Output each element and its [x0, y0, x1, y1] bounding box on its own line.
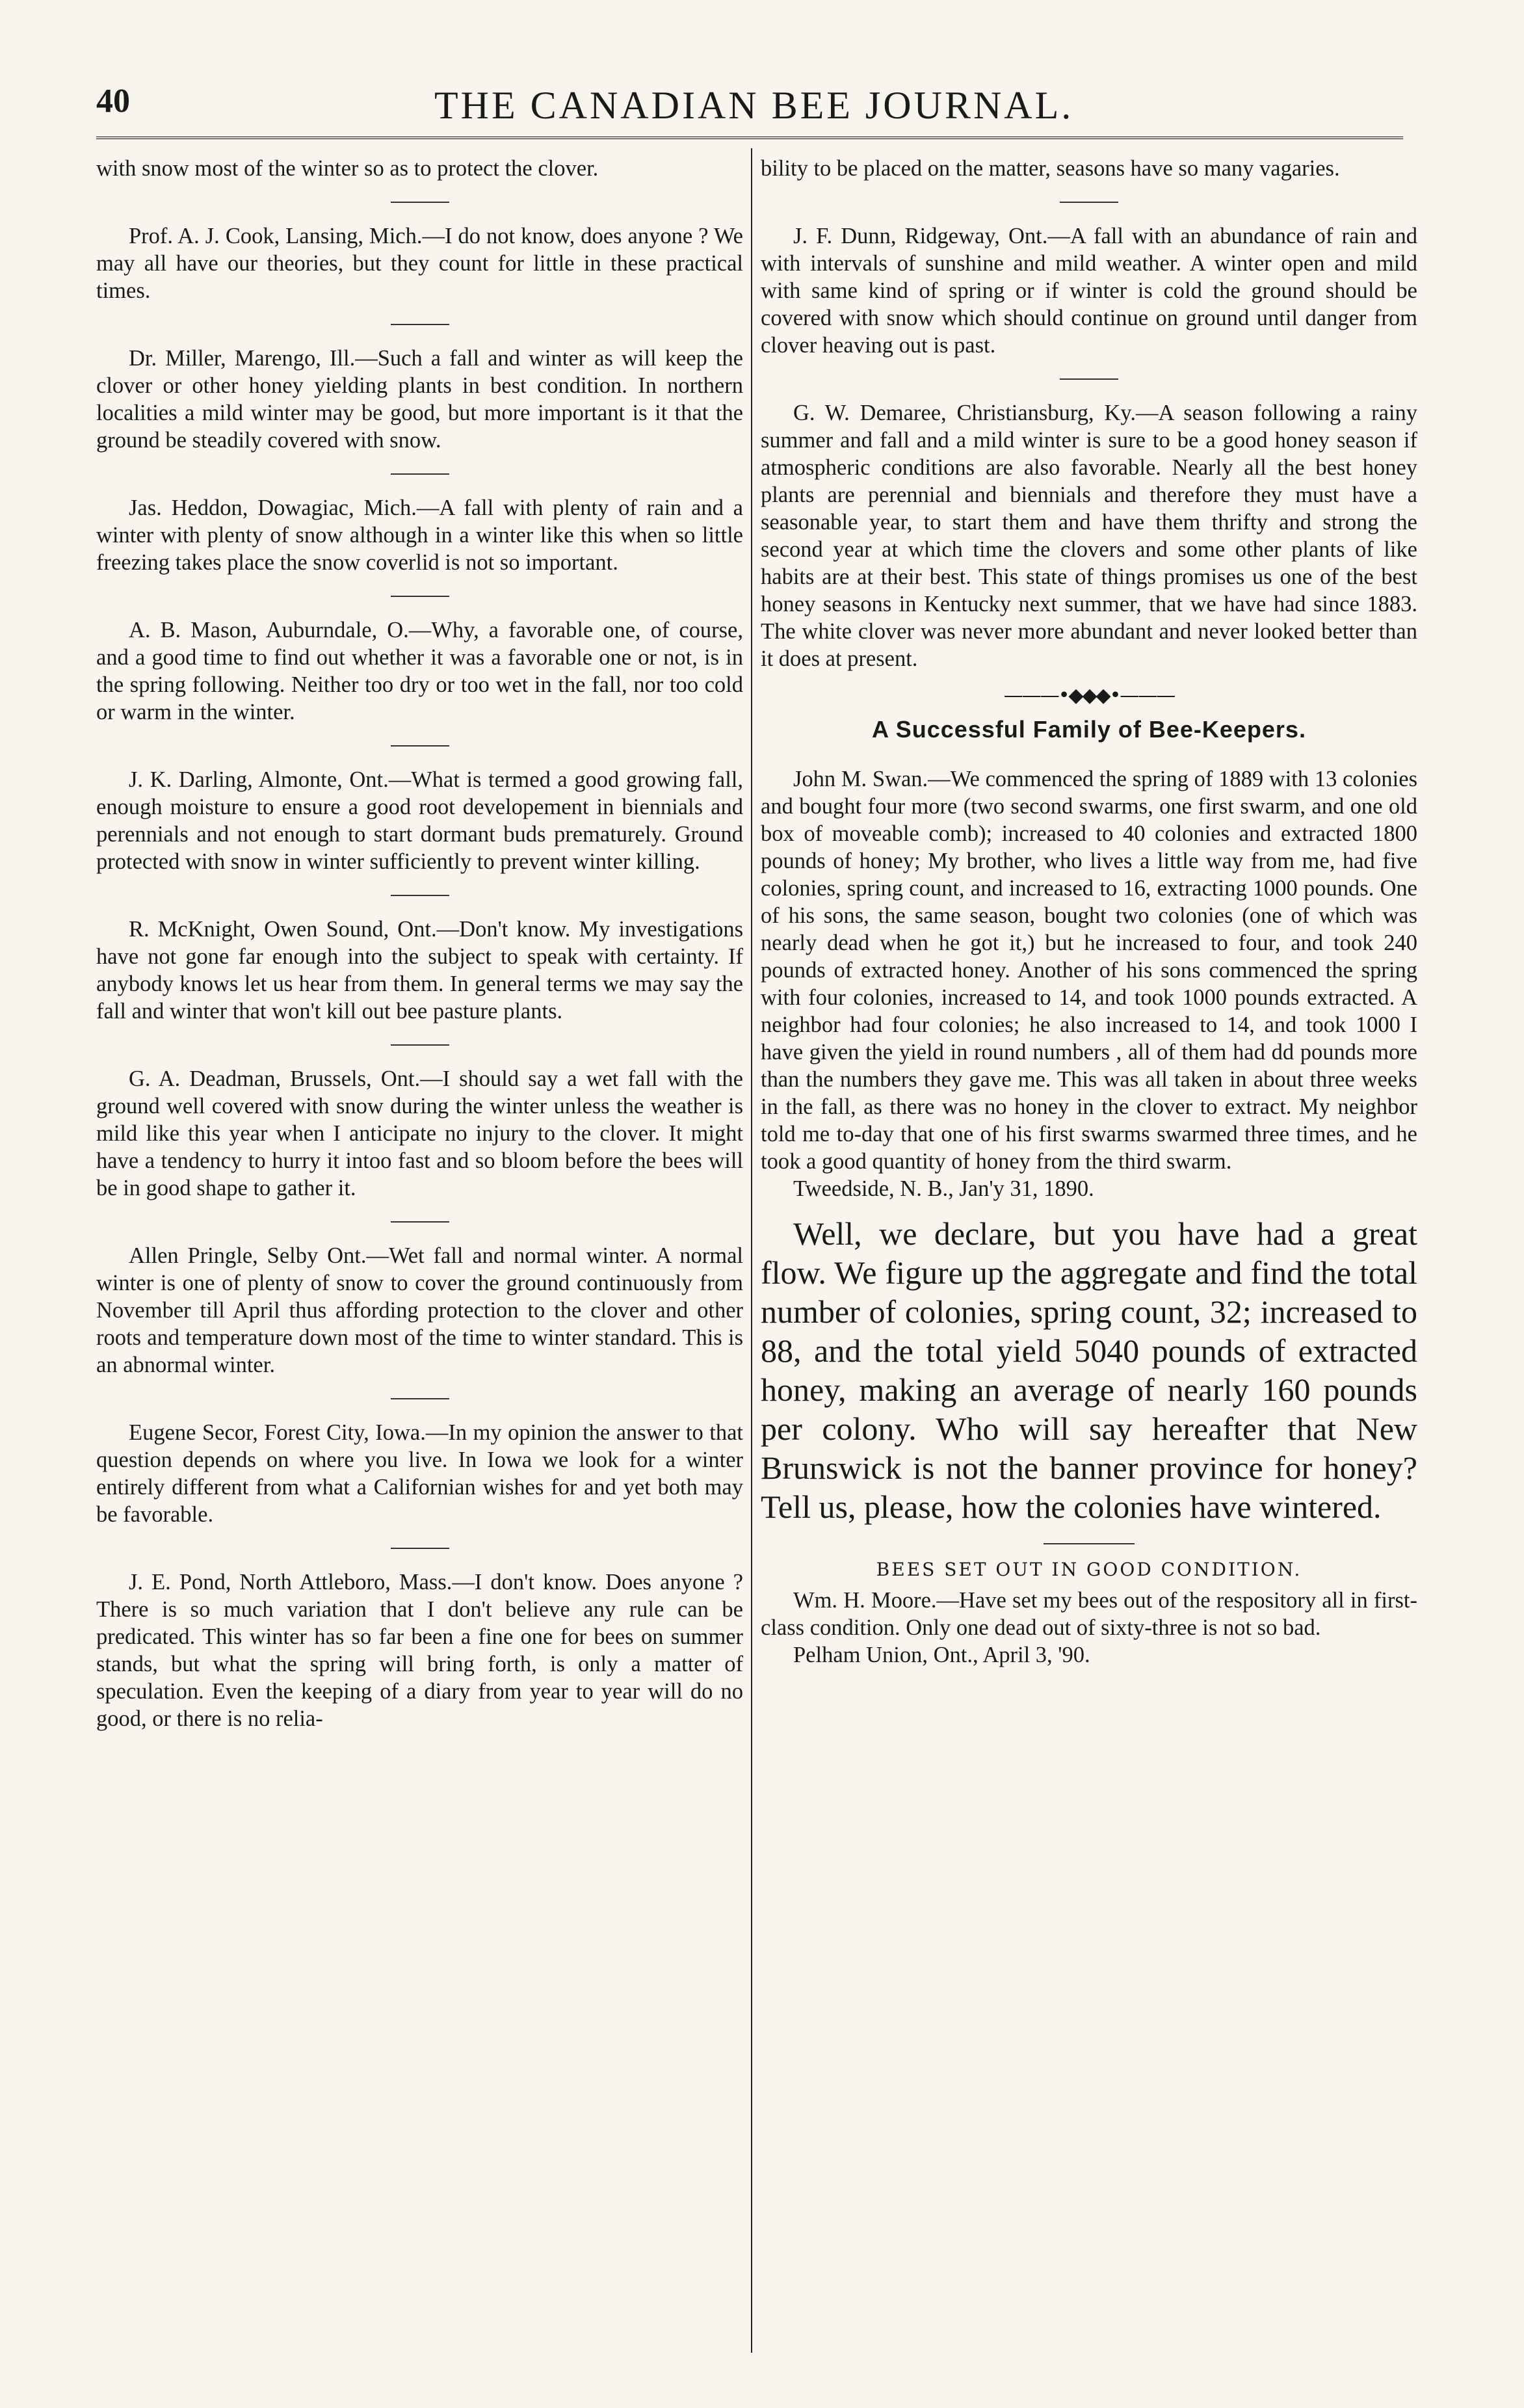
reply-darling: J. K. Darling, Almonte, Ont.—What is termed a good growing fall, enough moisture to ensure a good root developement in biennials and perennials and not enough to start dormant buds prematurely. Ground protected with snow in winter sufficiently to prevent winter killing. [96, 767, 743, 874]
letter-swan: John M. Swan.—We commenced the spring of 1889 with 13 colonies and bought four more (two second swarms, one first swarm, and one old box of moveable comb); increased to 40 colonies and extracted 1800 pounds of honey; My brother, who lives a little way from me, had five colonies, spring count, and increased to 16, extracting 1000 pounds. One of his sons, the same season, bought two colonies (one of which was nearly dead when he got it,) but he increased to four, and took 240 pounds of extracted honey. Another of his sons commenced the spring with four colonies, increased to 14, and took 1000 pounds extracted. A neighbor had four colonies; he also increased to 14, and took 1000 I have given the yield in round numbers , all of them had dd pounds more than the numbers they gave me. This was all taken in about three weeks in the fall, as there was no honey in the clover to extract. My neighbor told me to-day that one of his first swarms swarmed three times, and he took a good quantity of honey from the third swarm. [761, 767, 1417, 1174]
separator [391, 1398, 449, 1399]
sub-heading: BEES SET OUT IN GOOD CONDITION. [876, 1559, 1302, 1580]
reply-mason: A. B. Mason, Auburndale, O.—Why, a favorable one, of course, and a good time to find out whether it was a favorable one or not, is in the spring following. Neither too dry or too wet in the fall, nor too cold or warm in the winter. [96, 618, 743, 724]
separator [391, 1044, 449, 1046]
reply-cook: Prof. A. J. Cook, Lansing, Mich.—I do not know, does anyone ? We may all have our theories, but they count for little in these practical times. [96, 224, 743, 303]
column-divider [751, 148, 752, 2353]
editor-comment: Well, we declare, but you have had a great flow. We figure up the aggregate and find the total number of colonies, spring count, 32; increased to 88, and the total yield 5040 pounds of extracted honey, making an average of nearly 160 pounds per colony. Who will say hereafter that New Brunswick is not the banner province for honey? Tell us, please, how the colonies have wintered. [761, 1215, 1417, 1525]
reply-demaree: G. W. Demaree, Christiansburg, Ky.—A season following a rainy summer and fall and a mild winter is sure to be a good honey season if atmospheric conditions are also favorable. Nearly all the best honey plants are perennial and biennials and therefore they must have a seasonable year, to start them and have them thrifty and strong the second year at which time the clovers and some other plants of like habits are at their best. This state of things promises us one of the best honey seasons in Kentucky next summer, that we have had since 1883. The white clover was never more abundant and never looked better than it does at present. [761, 401, 1417, 671]
separator [391, 473, 449, 475]
signature-moore: Pelham Union, Ont., April 3, '90. [793, 1643, 1090, 1667]
reply-heddon: Jas. Heddon, Dowagiac, Mich.—A fall with plenty of rain and a winter with plenty of snow although in a winter like this when so little freezing takes place the snow coverlid is not so important. [96, 496, 743, 575]
header-rule [96, 137, 1403, 139]
separator [391, 1548, 449, 1549]
continued-text: bility to be placed on the matter, seasons have so many vagaries. [761, 156, 1340, 181]
separator [391, 202, 449, 203]
reply-secor: Eugene Secor, Forest City, Iowa.—In my opinion the answer to that question depends on where you live. In Iowa we look for a winter entirely different from what a Californian wishes for and yet both may be favorable. [96, 1420, 743, 1527]
separator [1060, 378, 1118, 380]
reply-miller: Dr. Miller, Marengo, Ill.—Such a fall and winter as will keep the clover or other honey yielding plants in best condition. In northern localities a mild winter may be good, but more important is it that the ground be steadily covered with snow. [96, 346, 743, 453]
reply-pringle: Allen Pringle, Selby Ont.—Wet fall and normal winter. A normal winter is one of plenty of snow to cover the ground continuously from November till April thus affording protection to the clover and other roots and temperature down most of the time to winter standard. This is an abnormal winter. [96, 1243, 743, 1377]
right-column [761, 155, 1417, 1669]
journal-title: THE CANADIAN BEE JOURNAL. [434, 84, 1074, 127]
separator [391, 324, 449, 325]
separator [1060, 202, 1118, 203]
left-column [96, 155, 743, 1732]
page-number: 40 [96, 83, 130, 120]
separator [391, 895, 449, 896]
separator [391, 1221, 449, 1223]
separator [391, 596, 449, 597]
ornament-divider: ———•◆◆◆•——— [1003, 684, 1175, 707]
reply-pond: J. E. Pond, North Attleboro, Mass.—I don't know. Does anyone ? There is so much variation that I don't believe any rule can be predicated. This winter has so far been a fine one for bees on summer stands, but what the spring will bring forth, is only a matter of speculation. Even the keeping of a diary from year to year will do no good, or there is no relia- [96, 1570, 743, 1731]
section-heading: A Successful Family of Bee-Keepers. [872, 716, 1306, 743]
page-header [96, 77, 1403, 135]
separator [391, 745, 449, 747]
letter-moore: Wm. H. Moore.—Have set my bees out of the respository all in first-class condition. Only one dead out of sixty-three is not so bad. [761, 1588, 1417, 1640]
reply-dunn: J. F. Dunn, Ridgeway, Ont.—A fall with an abundance of rain and with intervals of sunshine and mild weather. A winter open and mild with same kind of spring or if winter is cold the ground should be covered with snow which should continue on ground until danger from clover heaving out is past. [761, 224, 1417, 358]
reply-mcknight: R. McKnight, Owen Sound, Ont.—Don't know. My investigations have not gone far enough into the subject to speak with certainty. If anybody knows let us hear from them. In general terms we may say the fall and winter that won't kill out bee pasture plants. [96, 917, 743, 1024]
separator [1044, 1543, 1135, 1544]
reply-deadman: G. A. Deadman, Brussels, Ont.—I should say a wet fall with the ground well covered with snow during the winter unless the weather is mild like this year when I anticipate no injury to the clover. It might have a tendency to hurry it intoo fast and so bloom before the bees will be in good shape to gather it. [96, 1066, 743, 1200]
signature-swan: Tweedside, N. B., Jan'y 31, 1890. [793, 1176, 1094, 1201]
continued-text: with snow most of the winter so as to protect the clover. [96, 156, 599, 181]
